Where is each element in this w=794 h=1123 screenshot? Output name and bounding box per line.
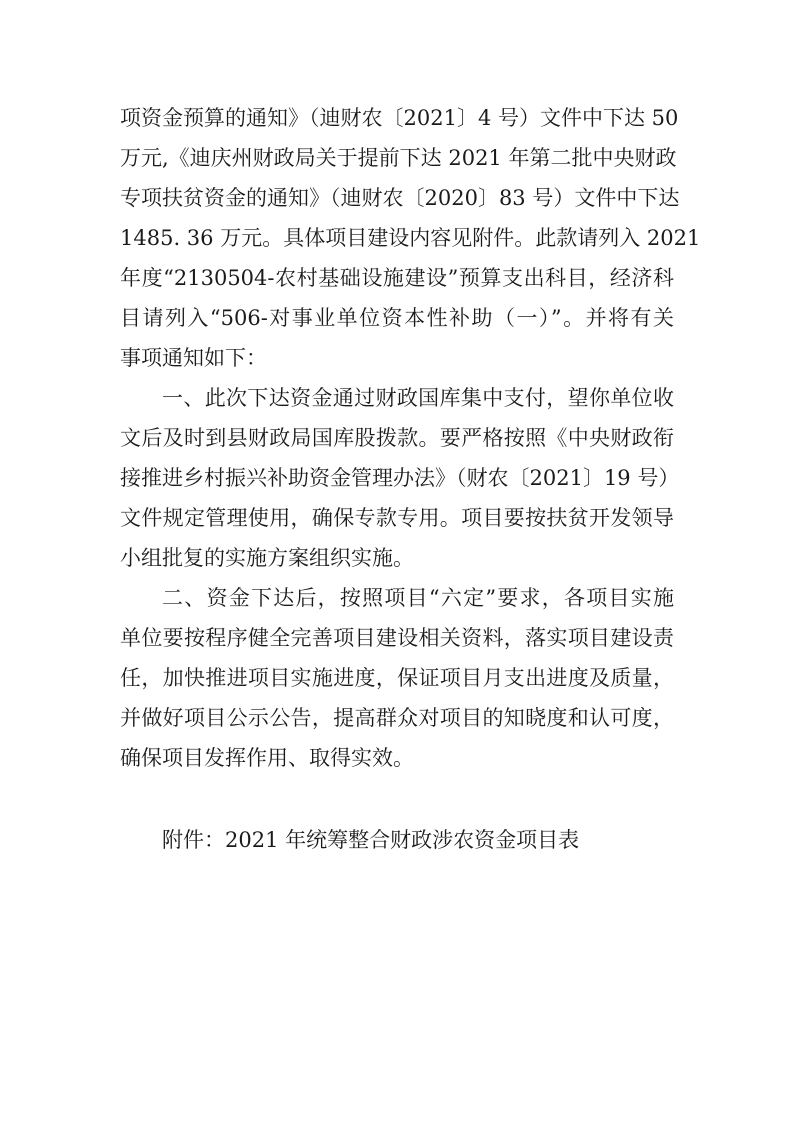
text-line: 项资金预算的通知》（迪财农〔2021〕4 号）文件中下达 50: [120, 106, 679, 130]
paragraph-item-1: [120, 378, 680, 578]
text-line: 二、资金下达后，按照项目“六定”要求，各项目实施: [162, 586, 674, 610]
text-line: 小组批复的实施方案组织实施。: [120, 546, 414, 570]
text-line: 确保项目发挥作用、取得实效。: [120, 746, 414, 770]
text-line: 万元,《迪庆州财政局关于提前下达 2021 年第二批中央财政: [120, 146, 677, 170]
document-page: [120, 98, 701, 860]
text-line: 事项通知如下：: [120, 346, 267, 370]
paragraph-item-2: [120, 578, 674, 778]
text-line: 年度“2130504-农村基础设施建设”预算支出科目，经济科: [120, 266, 674, 290]
attachment-note: 附件：2021 年统筹整合财政涉农资金项目表: [162, 828, 580, 852]
spacer: [120, 778, 674, 820]
text-line: 专项扶贫资金的通知》（迪财农〔2020〕83 号）文件中下达: [120, 186, 680, 210]
text-line: 文件规定管理使用，确保专款专用。项目要按扶贫开发领导: [120, 506, 674, 530]
text-line: 任，加快推进项目实施进度，保证项目月支出进度及质量，: [120, 666, 674, 690]
text-line: 一、此次下达资金通过财政国库集中支付，望你单位收: [162, 386, 674, 410]
text-line: 接推进乡村振兴补助资金管理办法》（财农〔2021〕19 号）: [120, 466, 680, 490]
text-line: 并做好项目公示公告，提高群众对项目的知晓度和认可度，: [120, 706, 674, 730]
text-line: 文后及时到县财政局国库股拨款。要严格按照《中央财政衔: [120, 426, 674, 450]
paragraph-intro: [120, 98, 701, 378]
text-line: 单位要按程序健全完善项目建设相关资料，落实项目建设责: [120, 626, 674, 650]
text-line: 目请列入“506-对事业单位资本性补助（一）”。并将有关: [120, 306, 674, 330]
text-line: 1485. 36 万元。具体项目建设内容见附件。此款请列入 2021: [120, 226, 701, 250]
